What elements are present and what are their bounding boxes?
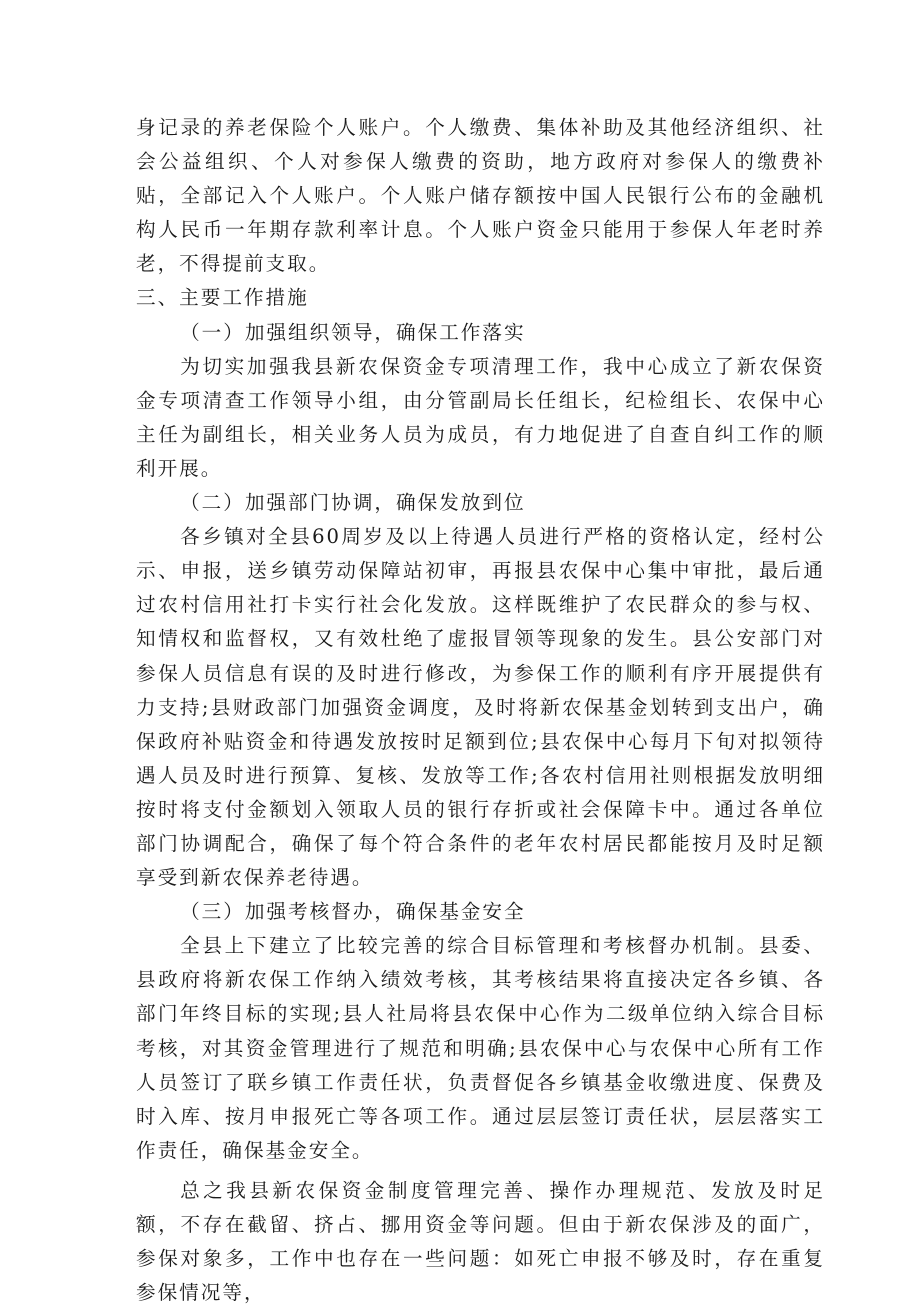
section-heading-3: 三、主要工作措施 [136,286,309,310]
paragraph-coordination: 各乡镇对全县60周岁及以上待遇人员进行严格的资格认定，经村公示、申报，送乡镇劳动保障站初审，再报县农保中心集中审批，最后通过农村信用社打卡实行社会化发放。这样既维护了农民群众的参与权、知情权和监督权，又有效杜绝了虚报冒领等现象的发生。县公安部门对参保人员信息有误的及时进行修改，为参保工作的顺利有序开展提供有力支持;县财政部门加强资金调度，及时将新农保基金划转到支出户，确保政府补贴资金和待遇发放按时足额到位;县农保中心每月下旬对拟领待遇人员及时进行预算、复核、发放等工作;各农村信用社则根据发放明细按时将支付金额划入领取人员的银行存折或社会保障卡中。通过各单位部门协调配合，确保了每个符合条件的老年农村居民都能按月及时足额享受到新农保养老待遇。 [136,525,825,890]
paragraph-organization: 为切实加强我县新农保资金专项清理工作，我中心成立了新农保资金专项清查工作领导小组，由分管副局长任组长，纪检组长、农保中心主任为副组长，相关业务人员为成员，有力地促进了自查自纠工作的顺利开展。 [136,354,825,480]
paragraph-continuation: 身记录的养老保险个人账户。个人缴费、集体补助及其他经济组织、社会公益组织、个人对参保人缴费的资助，地方政府对参保人的缴费补贴，全部记入个人账户。个人账户储存额按中国人民银行公布的金融机构人民币一年期存款利率计息。个人账户资金只能用于参保人年老时养老，不得提前支取。 [136,116,825,276]
subheading-1: （一）加强组织领导，确保工作落实 [180,320,526,344]
paragraph-supervision: 全县上下建立了比较完善的综合目标管理和考核督办机制。县委、县政府将新农保工作纳入绩效考核，其考核结果将直接决定各乡镇、各部门年终目标的实现;县人社局将县农保中心作为二级单位纳入综合目标考核，对其资金管理进行了规范和明确;县农保中心与农保中心所有工作人员签订了联乡镇工作责任状，负责督促各乡镇基金收缴进度、保费及时入库、按月申报死亡等各项工作。通过层层签订责任状，层层落实工作责任，确保基金安全。 [136,934,825,1162]
subheading-3: （三）加强考核督办，确保基金安全 [180,900,526,924]
subheading-2: （二）加强部门协调，确保发放到位 [180,491,526,515]
paragraph-summary: 总之我县新农保资金制度管理完善、操作办理规范、发放及时足额，不存在截留、挤占、挪用资金等问题。但由于新农保涉及的面广，参保对象多，工作中也存在一些问题：如死亡申报不够及时，存在重复参保情况等， [136,1178,825,1305]
